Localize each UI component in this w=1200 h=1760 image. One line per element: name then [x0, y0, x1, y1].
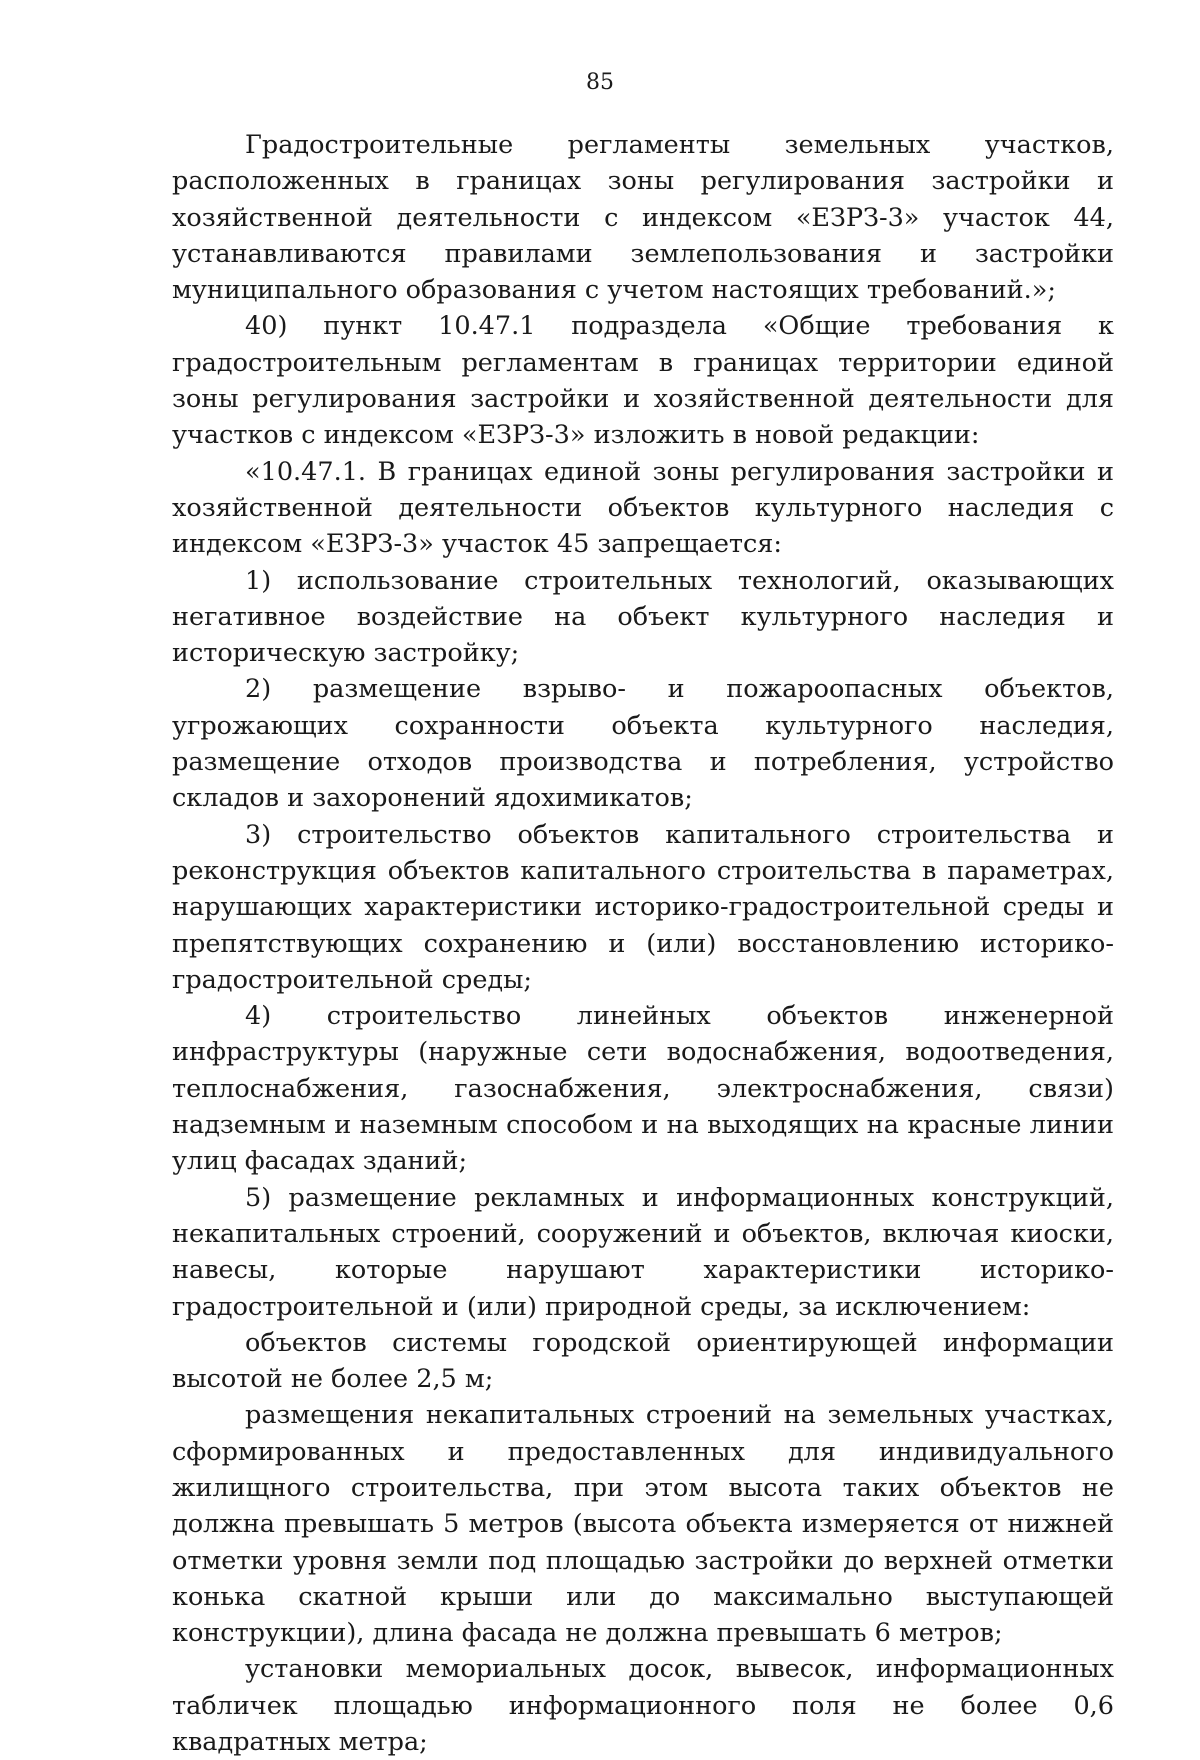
page-number: 85: [586, 70, 614, 95]
paragraph-exception-noncapital-buildings: размещения некапитальных строений на земельных участках, сформированных и предоставленных для индивидуального жилищного строительства, при этом высота таких объектов не должна превышать 5 метров (высота объекта измеряется от нижней отметки уровня земли под площадью застройки до верхней отметки конька скатной крыши или до максимально выступающей конструкции), длина фасада не должна превышать 6 метров;: [172, 1400, 1114, 1649]
paragraph-item-3: 3) строительство объектов капитального строительства и реконструкция объектов капитального строительства в параметрах, нарушающих характеристики историко-градостроительной среды и препятствующих сохранению и (или) восстановлению историко-градостроительной среды;: [172, 819, 1114, 995]
paragraph-item-5: 5) размещение рекламных и информационных конструкций, некапитальных строений, сооружений и объектов, включая киоски, навесы, которые нарушают характеристики историко-градостроительной и (или) природной среды, за исключением:: [172, 1182, 1114, 1322]
paragraph-item-40: 40) пункт 10.47.1 подраздела «Общие требования к градостроительным регламентам в границах территории единой зоны регулирования застройки и хозяйственной деятельности для участков с индексом «ЕЗРЗ-3» изложить в новой редакции:: [172, 311, 1114, 451]
paragraph-item-2: 2) размещение взрыво- и пожароопасных объектов, угрожающих сохранности объекта культурного наследия, размещение отходов производства и потребления, устройство складов и захоронений ядохимикатов;: [172, 674, 1114, 814]
paragraph-exception-orientation-info: объектов системы городской ориентирующей информации высотой не более 2,5 м;: [172, 1327, 1114, 1395]
paragraph-item-1: 1) использование строительных технологий, оказывающих негативное воздействие на объект культурного наследия и историческую застройку;: [172, 565, 1114, 669]
paragraph-item-4: 4) строительство линейных объектов инженерной инфраструктуры (наружные сети водоснабжения, водоотведения, теплоснабжения, газоснабжения, электроснабжения, связи) надземным и наземным способом и на выходящих на красные линии улиц фасадах зданий;: [172, 1001, 1114, 1177]
document-body: [172, 127, 1114, 1760]
paragraph-clause-10-47-1: «10.47.1. В границах единой зоны регулирования застройки и хозяйственной деятельности объектов культурного наследия с индексом «ЕЗРЗ-3» участок 45 запрещается:: [172, 456, 1114, 560]
paragraph-exception-memorial-plaques: установки мемориальных досок, вывесок, информационных табличек площадью информационного поля не более 0,6 квадратных метра;: [172, 1654, 1114, 1758]
paragraph-regulations-intro: Градостроительные регламенты земельных участков, расположенных в границах зоны регулирования застройки и хозяйственной деятельности с индексом «ЕЗРЗ-3» участок 44, устанавливаются правилами землепользования и застройки муниципального образования с учетом настоящих требований.»;: [172, 130, 1114, 306]
